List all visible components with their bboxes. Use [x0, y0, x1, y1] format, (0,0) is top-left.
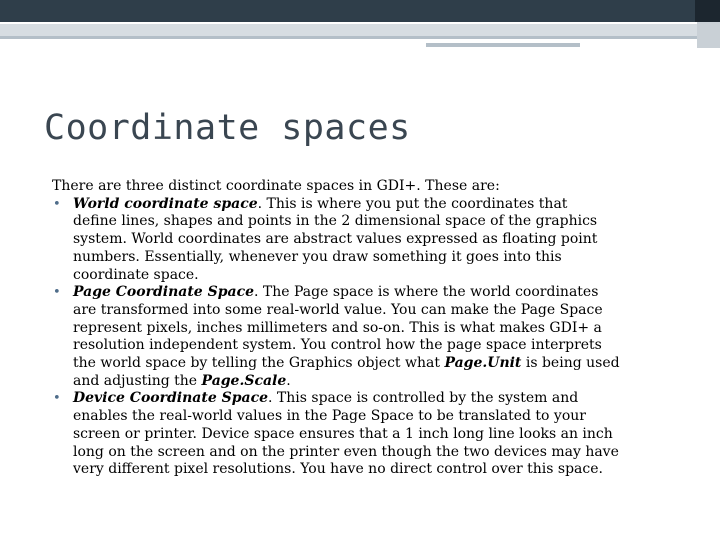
bullet-icon: • [53, 196, 61, 212]
bullet-device-coordinate-space: • Device Coordinate Space. This space is controlled by the system and enables the real-world values in the Page Space to be translated to your screen or printer. Device space ensures that a 1 inch long line looks an inch long on the screen and on the printer even though the two devices may have very different pixel resolutions. You have no direct control over this space. [53, 390, 619, 478]
bullet-icon: • [53, 391, 61, 407]
bullet-page-coordinate-space: • Page Coordinate Space. The Page space is where the world coordinates are transformed into some real-world value. You can make the Page Space represent pixels, inches millimeters and so-on. This is what makes GDI+ a resolution independent system. You control how the page space interprets the world space by telling the Graphics object what Page.Unit is being used and adjusting the Page.Scale. [53, 284, 620, 389]
slide-title: Coordinate spaces [44, 108, 411, 148]
right-accent-block [697, 22, 720, 48]
top-corner-decoration [695, 0, 720, 22]
term-page-unit: Page.Unit [444, 355, 522, 372]
term-page-scale: Page.Scale [201, 372, 287, 389]
slide-body [52, 178, 682, 479]
term-device-coordinate-space: Device Coordinate Space [73, 390, 269, 407]
bullet-world-coordinate-space: • World coordinate space. This is where you put the coordinates that define lines, shapes and points in the 2 dimensional space of the graphics system. World coordinates are abstract values expressed as floating point numbers. Essentially, whenever you draw something it goes into this coordinate space. [53, 195, 598, 283]
intro-text: There are three distinct coordinate spaces in GDI+. These are: [52, 178, 500, 194]
bullet-list [52, 196, 682, 479]
accent-line-short [426, 43, 580, 47]
term-page-coordinate-space: Page Coordinate Space [73, 284, 254, 301]
accent-stripe [0, 24, 697, 36]
top-decoration-band [0, 0, 720, 22]
accent-line [0, 36, 697, 39]
bullet-icon: • [53, 285, 61, 301]
term-world-coordinate-space: World coordinate space [73, 195, 258, 212]
